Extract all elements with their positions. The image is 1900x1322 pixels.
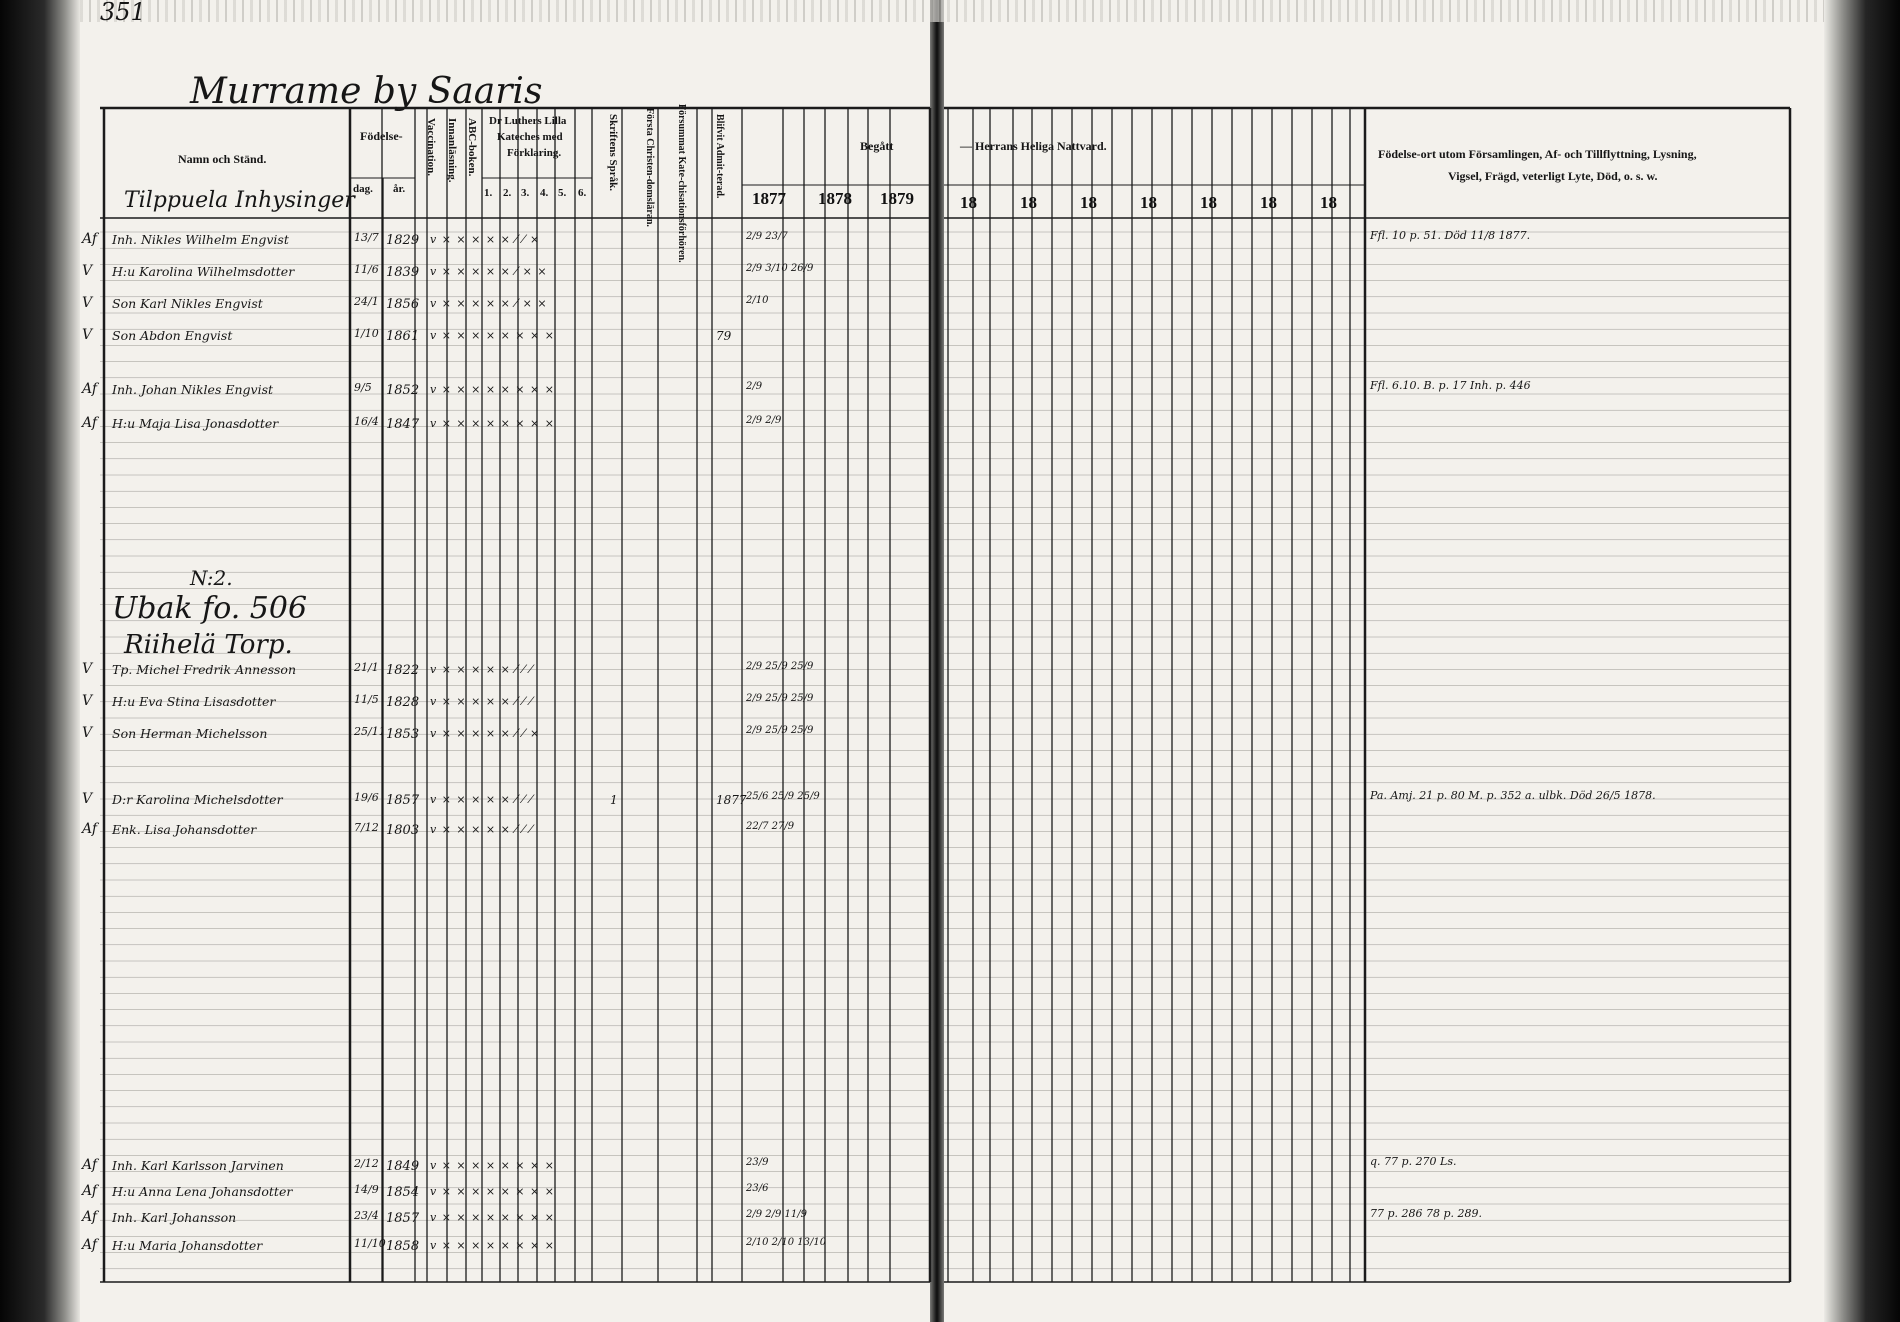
village-title: Murrame by Saaris bbox=[190, 71, 543, 112]
reading-marks: v × × × × × ⁄ ⁄ ⁄ bbox=[430, 695, 533, 708]
birth-day: 11/6 bbox=[354, 263, 379, 276]
header-abc-boken: ABC-boken. bbox=[466, 118, 478, 177]
person-name: H:u Maja Lisa Jonasdotter bbox=[112, 416, 279, 431]
row-prefix: V bbox=[82, 791, 93, 807]
row-prefix: Af bbox=[82, 1237, 98, 1253]
reading-marks: v × × × × × ⁄ ⁄ × bbox=[430, 233, 541, 246]
nattvard-year-heading: 18 bbox=[1320, 193, 1337, 212]
nattvard-year-heading: 18 bbox=[960, 193, 977, 212]
person-name: Inh. Johan Nikles Engvist bbox=[112, 382, 274, 397]
begatt-dates: 2/10 bbox=[746, 295, 769, 306]
header-sub-number: 4. bbox=[540, 187, 549, 199]
reading-marks: v × × × × × × × × bbox=[430, 329, 555, 342]
person-name: Son Herman Michelsson bbox=[112, 726, 268, 741]
nattvard-year-heading: 18 bbox=[1020, 193, 1037, 212]
header-herrans-nattvard: — Herrans Heliga Nattvard. bbox=[960, 139, 1107, 153]
header-begatt: Begått bbox=[860, 139, 894, 153]
reading-marks: v × × × × × × × × bbox=[430, 417, 555, 430]
reading-marks: v × × × × × ⁄ × × bbox=[430, 265, 548, 278]
person-name: Enk. Lisa Johansdotter bbox=[112, 822, 257, 837]
row-prefix: Af bbox=[82, 231, 98, 247]
birth-day: 13/7 bbox=[354, 231, 379, 244]
birth-year: 1853 bbox=[386, 727, 420, 742]
header-sub-number: 6. bbox=[578, 187, 587, 199]
birth-year: 1854 bbox=[386, 1185, 420, 1200]
header-fodelseort-line2: Vigsel, Frägd, veterligt Lyte, Död, o. s. w. bbox=[1448, 169, 1658, 183]
header-katekes: Kateches med bbox=[497, 131, 563, 143]
reading-marks: v × × × × × ⁄ ⁄ ⁄ bbox=[430, 663, 533, 676]
header-sub-number: 1. bbox=[484, 187, 493, 199]
remarks-note: Pa. Amj. 21 p. 80 M. p. 352 a. ulbk. Död 26/5 1878. bbox=[1370, 789, 1656, 802]
row-prefix: V bbox=[82, 327, 93, 343]
page-number: 351 bbox=[100, 0, 146, 26]
birth-year: 1839 bbox=[386, 265, 420, 280]
person-name: Son Abdon Engvist bbox=[112, 328, 233, 343]
birth-year: 1852 bbox=[386, 383, 420, 398]
birth-day: 23/4 bbox=[354, 1209, 379, 1222]
person-name: Inh. Karl Johansson bbox=[112, 1210, 237, 1225]
begatt-dates: 2/9 25/9 25/9 bbox=[746, 725, 814, 736]
birth-year: 1829 bbox=[386, 233, 420, 248]
section2-number: N:2. bbox=[190, 566, 233, 590]
blifvit-admitterad-value: 79 bbox=[716, 329, 732, 343]
birth-day: 24/1 bbox=[354, 295, 379, 308]
begatt-dates: 2/9 bbox=[746, 381, 763, 392]
header-luther: Dr Luthers Lilla bbox=[489, 115, 567, 127]
row-prefix: V bbox=[82, 295, 93, 311]
row-prefix: Af bbox=[82, 381, 98, 397]
birth-day: 1/10 bbox=[354, 327, 379, 340]
birth-year: 1856 bbox=[386, 297, 420, 312]
reading-marks: v × × × × × × × × bbox=[430, 1185, 555, 1198]
header-sub-number: 2. bbox=[503, 187, 512, 199]
reading-marks: v × × × × × ⁄ ⁄ × bbox=[430, 727, 541, 740]
header-forsta-christendomslaran: Första Christen-domsläran. bbox=[644, 108, 655, 227]
begatt-year-1878: 1878 bbox=[818, 189, 852, 208]
begatt-dates: 23/9 bbox=[746, 1157, 769, 1168]
section1-heading: Tilppuela Inhysinger bbox=[124, 188, 355, 213]
header-sub-number: 3. bbox=[521, 187, 530, 199]
reading-marks: v × × × × × × × × bbox=[430, 1211, 555, 1224]
row-prefix: Af bbox=[82, 415, 98, 431]
birth-day: 7/12 bbox=[354, 821, 379, 834]
birth-year: 1861 bbox=[386, 329, 420, 344]
remarks-note: Ffl. 6.10. B. p. 17 Inh. p. 446 bbox=[1370, 379, 1531, 392]
header-dag: dag. bbox=[353, 183, 373, 195]
row-prefix: Af bbox=[82, 1157, 98, 1173]
begatt-dates: 2/10 2/10 13/10 bbox=[746, 1237, 827, 1248]
begatt-dates: 2/9 23/7 bbox=[746, 231, 788, 242]
row-prefix: Af bbox=[82, 1183, 98, 1199]
begatt-dates: 2/9 2/9 11/9 bbox=[746, 1209, 808, 1220]
birth-year: 1858 bbox=[386, 1239, 420, 1254]
reading-marks: v × × × × × × × × bbox=[430, 383, 555, 396]
row-prefix: Af bbox=[82, 1209, 98, 1225]
person-name: Tp. Michel Fredrik Annesson bbox=[112, 662, 297, 677]
reading-marks: v × × × × × ⁄ × × bbox=[430, 297, 548, 310]
person-name: Son Karl Nikles Engvist bbox=[112, 296, 263, 311]
header-skriftens-sprak: Skriftens Språk. bbox=[607, 114, 619, 192]
remarks-note: 77 p. 286 78 p. 289. bbox=[1370, 1207, 1483, 1220]
row-prefix: V bbox=[82, 661, 93, 677]
person-name: H:u Eva Stina Lisasdotter bbox=[112, 694, 276, 709]
header-sub-number: 5. bbox=[558, 187, 567, 199]
remarks-note: Ffl. 10 p. 51. Död 11/8 1877. bbox=[1370, 229, 1531, 242]
reading-marks: v × × × × × ⁄ ⁄ ⁄ bbox=[430, 793, 533, 806]
birth-day: 2/12 bbox=[354, 1157, 379, 1170]
birth-year: 1803 bbox=[386, 823, 420, 838]
person-name: Inh. Karl Karlsson Jarvinen bbox=[112, 1158, 284, 1173]
header-fodelseort-line1: Födelse-ort utom Församlingen, Af- och Tillflyttning, Lysning, bbox=[1378, 147, 1697, 161]
birth-year: 1857 bbox=[386, 1211, 420, 1226]
reading-marks: v × × × × × × × × bbox=[430, 1159, 555, 1172]
header-forklaring: Förklaring. bbox=[507, 147, 562, 159]
blifvit-admitterad-value: 1877 bbox=[716, 793, 747, 807]
person-name: H:u Karolina Wilhelmsdotter bbox=[112, 264, 295, 279]
reading-marks: v × × × × × × × × bbox=[430, 1239, 555, 1252]
begatt-dates: 2/9 25/9 25/9 bbox=[746, 693, 814, 704]
birth-day: 9/5 bbox=[354, 381, 372, 394]
birth-year: 1828 bbox=[386, 695, 420, 710]
person-name: H:u Anna Lena Johansdotter bbox=[112, 1184, 293, 1199]
birth-year: 1822 bbox=[386, 663, 420, 678]
row-prefix: Af bbox=[82, 821, 98, 837]
header-forsummat-katechisation: Försummat Kate-chisationsförhören. bbox=[676, 104, 687, 263]
begatt-year-1879: 1879 bbox=[880, 189, 914, 208]
header-fodelse: Födelse- bbox=[360, 129, 403, 143]
begatt-dates: 22/7 27/9 bbox=[746, 821, 795, 832]
birth-year: 1857 bbox=[386, 793, 420, 808]
person-name: Inh. Nikles Wilhelm Engvist bbox=[112, 232, 289, 247]
reading-marks: v × × × × × ⁄ ⁄ ⁄ bbox=[430, 823, 533, 836]
birth-year: 1849 bbox=[386, 1159, 420, 1174]
birth-day: 19/6 bbox=[354, 791, 379, 804]
birth-day: 11/10 bbox=[354, 1237, 386, 1250]
section2-heading: Ubak fo. 506 bbox=[112, 591, 308, 626]
header-vaccination: Vaccination. bbox=[425, 118, 437, 176]
birth-year: 1847 bbox=[386, 417, 420, 432]
begatt-dates: 2/9 25/9 25/9 bbox=[746, 661, 814, 672]
header-ar: år. bbox=[393, 183, 406, 195]
begatt-dates: 2/9 3/10 26/9 bbox=[746, 263, 814, 274]
birth-day: 14/9 bbox=[354, 1183, 379, 1196]
nattvard-year-heading: 18 bbox=[1260, 193, 1277, 212]
header-blifvit-admitterad: Blifvit Admit-terad. bbox=[714, 114, 725, 199]
birth-day: 25/11 bbox=[354, 725, 386, 738]
begatt-dates: 2/9 2/9 bbox=[746, 415, 782, 426]
nattvard-year-heading: 18 bbox=[1080, 193, 1097, 212]
section2-place: Riihelä Torp. bbox=[124, 630, 293, 660]
begatt-year-1877: 1877 bbox=[752, 189, 786, 208]
skriftens-value: 1 bbox=[610, 793, 618, 807]
birth-day: 11/5 bbox=[354, 693, 379, 706]
remarks-note: q. 77 p. 270 Ls. bbox=[1370, 1155, 1457, 1168]
person-name: D:r Karolina Michelsdotter bbox=[112, 792, 283, 807]
nattvard-year-heading: 18 bbox=[1140, 193, 1157, 212]
row-prefix: V bbox=[82, 693, 93, 709]
nattvard-year-heading: 18 bbox=[1200, 193, 1217, 212]
person-name: H:u Maria Johansdotter bbox=[112, 1238, 263, 1253]
header-innanlasning: Innanläsning. bbox=[446, 118, 458, 183]
row-prefix: V bbox=[82, 725, 93, 741]
header-name-column: Namn och Ständ. bbox=[178, 152, 267, 166]
birth-day: 16/4 bbox=[354, 415, 379, 428]
begatt-dates: 23/6 bbox=[746, 1183, 769, 1194]
begatt-dates: 25/6 25/9 25/9 bbox=[746, 791, 820, 802]
row-prefix: V bbox=[82, 263, 93, 279]
birth-day: 21/1 bbox=[354, 661, 379, 674]
